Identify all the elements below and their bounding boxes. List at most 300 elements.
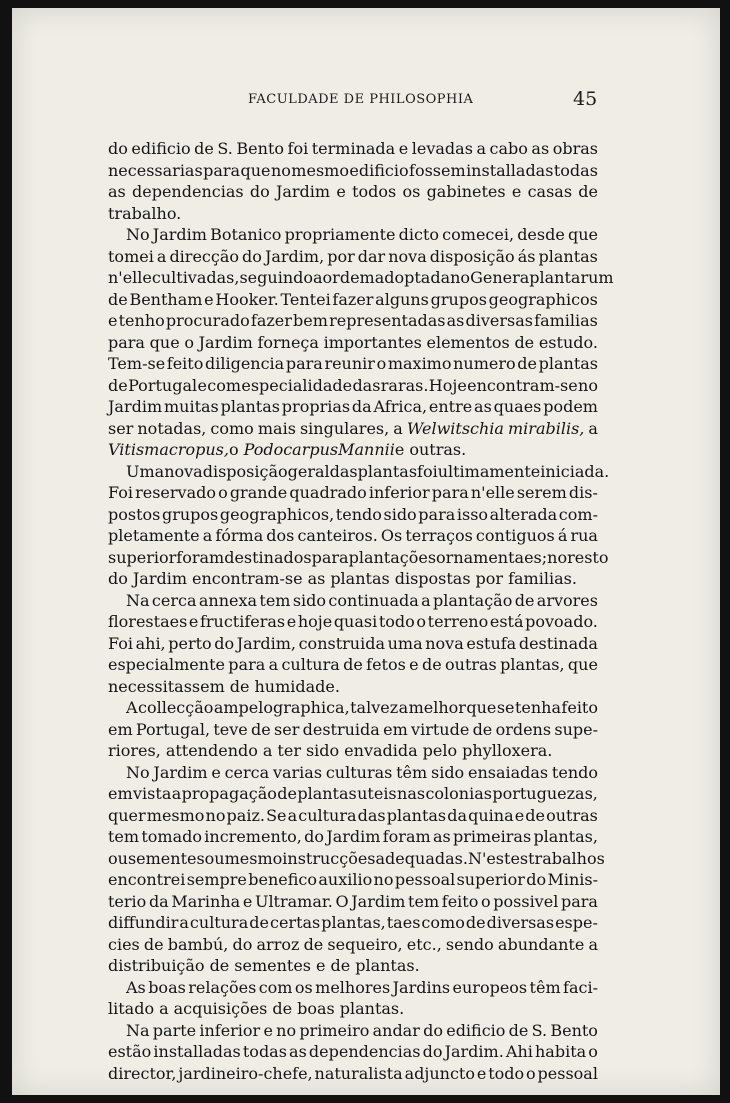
word: naturalista bbox=[314, 1063, 403, 1083]
word: proprias bbox=[281, 397, 351, 416]
word: No bbox=[126, 225, 150, 244]
word: e bbox=[394, 440, 405, 459]
word: podem bbox=[543, 397, 598, 416]
word: edificio bbox=[349, 160, 409, 180]
word: destinados bbox=[224, 547, 312, 567]
word: superior bbox=[108, 547, 177, 567]
word: para bbox=[228, 655, 266, 674]
word: a bbox=[179, 913, 189, 932]
text-line bbox=[108, 224, 598, 246]
word: pelo bbox=[422, 741, 458, 760]
word: fructiferas bbox=[199, 612, 286, 631]
word: e bbox=[286, 612, 297, 631]
word: de bbox=[514, 332, 535, 352]
word: cultura bbox=[298, 805, 357, 825]
word: inferior bbox=[368, 483, 430, 502]
word: a bbox=[287, 805, 298, 825]
word: supe- bbox=[554, 719, 598, 739]
word: de bbox=[229, 676, 250, 696]
word: bambú, bbox=[167, 934, 229, 954]
text-line bbox=[108, 955, 598, 977]
word: disposição bbox=[429, 246, 515, 266]
word: Jardim bbox=[132, 569, 188, 588]
word: fossem bbox=[409, 160, 466, 180]
word: plantas, bbox=[321, 913, 386, 932]
word: Jardim, bbox=[236, 633, 296, 653]
word: annexa bbox=[198, 590, 258, 610]
word: de bbox=[251, 719, 271, 739]
word: Jardim. bbox=[444, 1042, 504, 1061]
text-line bbox=[108, 697, 598, 719]
word: e bbox=[398, 139, 409, 158]
word: plantas. bbox=[339, 999, 405, 1018]
word: a bbox=[588, 934, 598, 954]
word: geographicos, bbox=[219, 504, 335, 524]
word: mesmo bbox=[146, 805, 205, 825]
text-line bbox=[108, 568, 598, 590]
word: etc., bbox=[406, 934, 442, 954]
word: a bbox=[202, 526, 213, 545]
word: de bbox=[277, 784, 297, 803]
word: Na bbox=[126, 590, 150, 610]
word: de bbox=[514, 590, 535, 610]
text-line bbox=[108, 783, 598, 805]
word: terreno bbox=[427, 612, 489, 631]
word: sequeiro, bbox=[327, 934, 403, 954]
word: a bbox=[268, 655, 279, 674]
word: mesmo bbox=[224, 848, 283, 868]
word: que bbox=[466, 698, 497, 717]
word: fetos bbox=[366, 655, 406, 674]
word: taes bbox=[386, 913, 421, 932]
word: terio bbox=[108, 891, 147, 911]
word: quadrado bbox=[289, 483, 367, 502]
page-number: 45 bbox=[573, 88, 598, 110]
word: acquisições bbox=[173, 999, 268, 1018]
word: feito bbox=[561, 698, 598, 717]
word: reunir bbox=[324, 354, 375, 373]
word: o bbox=[218, 483, 228, 502]
word: a bbox=[476, 139, 486, 158]
word: ensaiadas bbox=[467, 762, 549, 782]
word: primeiras bbox=[452, 827, 532, 846]
word: a bbox=[393, 418, 403, 438]
word: adequadas. bbox=[375, 848, 468, 868]
word: Marinha bbox=[171, 891, 241, 911]
word: elementos bbox=[426, 332, 510, 352]
word: isso bbox=[456, 504, 489, 524]
word: primeiro bbox=[299, 1020, 370, 1040]
word: adoptada bbox=[374, 268, 451, 287]
word: têm bbox=[396, 762, 428, 782]
word: como bbox=[210, 418, 254, 438]
word: tendo bbox=[551, 762, 598, 782]
word: de bbox=[525, 805, 545, 825]
word: rua bbox=[570, 526, 598, 545]
word: obras bbox=[552, 139, 598, 158]
word: benefico bbox=[248, 870, 317, 889]
text-line bbox=[108, 1020, 598, 1042]
word: ter bbox=[277, 741, 301, 760]
word: todo bbox=[488, 1063, 525, 1083]
text-line bbox=[108, 246, 598, 268]
word: nova bbox=[164, 461, 203, 481]
word: ordem bbox=[322, 268, 375, 287]
book-page bbox=[12, 8, 720, 1095]
word: sido bbox=[383, 504, 417, 524]
word: com- bbox=[558, 504, 598, 524]
word: Africa, bbox=[373, 397, 428, 416]
text-line bbox=[108, 848, 605, 870]
word: grupos bbox=[430, 289, 487, 309]
word: sendo bbox=[445, 934, 494, 954]
text-line bbox=[108, 461, 610, 483]
word: relações bbox=[188, 977, 257, 997]
text-line bbox=[108, 934, 598, 956]
word: cultivadas, bbox=[151, 268, 240, 287]
word: forneça bbox=[257, 332, 319, 352]
word: cultura bbox=[281, 655, 340, 674]
word: para bbox=[108, 332, 145, 352]
word: cabo bbox=[489, 139, 528, 158]
word: Ahi bbox=[505, 1042, 533, 1061]
word: está bbox=[489, 612, 524, 631]
text-line bbox=[108, 977, 598, 999]
word: mais bbox=[257, 418, 296, 438]
word: possivel bbox=[493, 891, 559, 911]
text-line bbox=[108, 654, 598, 676]
word: instrucções bbox=[282, 848, 376, 868]
word: comecei, bbox=[442, 225, 515, 244]
word: Jardim, bbox=[264, 246, 325, 266]
word: S. bbox=[217, 139, 233, 158]
word: sido bbox=[292, 590, 327, 610]
word: as bbox=[474, 397, 492, 416]
word: plantas bbox=[538, 246, 598, 266]
word: do bbox=[423, 1020, 443, 1040]
word: trabalhos bbox=[528, 848, 605, 868]
word: dicto bbox=[398, 225, 440, 244]
word: do bbox=[108, 569, 128, 588]
word: edificio bbox=[131, 139, 191, 158]
text-line bbox=[108, 740, 598, 762]
word: a bbox=[156, 246, 167, 266]
text-line bbox=[108, 590, 598, 612]
word: seguindo bbox=[239, 268, 313, 287]
word: plantarum bbox=[529, 268, 614, 287]
word: Jardim bbox=[198, 332, 253, 352]
text-line bbox=[108, 375, 598, 397]
word: e bbox=[476, 1063, 487, 1083]
word: fazer bbox=[250, 311, 292, 330]
word: canteiros. bbox=[297, 526, 378, 545]
word: de bbox=[330, 956, 351, 975]
text-line bbox=[108, 762, 598, 784]
word: quaes bbox=[493, 397, 542, 416]
word: do bbox=[108, 139, 128, 158]
word: e bbox=[263, 1020, 273, 1040]
word: plantação bbox=[433, 590, 513, 610]
word: nova bbox=[425, 633, 464, 653]
word: encontrei bbox=[108, 870, 186, 889]
word: Na bbox=[126, 1020, 150, 1040]
text-line bbox=[108, 633, 598, 655]
word: representadas bbox=[329, 311, 446, 330]
word: plantas. bbox=[355, 956, 420, 975]
word: feito bbox=[441, 891, 479, 911]
word: de bbox=[194, 139, 214, 158]
word: as bbox=[108, 182, 126, 201]
word: o bbox=[416, 612, 427, 631]
word: das bbox=[352, 375, 381, 395]
word: bem bbox=[293, 311, 328, 330]
word: foram bbox=[382, 827, 431, 846]
word: entre bbox=[428, 397, 473, 416]
word: maximo bbox=[387, 354, 452, 373]
word: de bbox=[517, 354, 537, 373]
word: encontram-se bbox=[192, 569, 303, 588]
word: têm bbox=[529, 977, 561, 997]
word: com bbox=[258, 977, 293, 997]
word: e bbox=[188, 612, 199, 631]
word: n'elle bbox=[108, 268, 152, 287]
text-line bbox=[108, 267, 614, 289]
word: do bbox=[526, 870, 547, 889]
word: phylloxera. bbox=[462, 741, 553, 760]
word: Podocarpus bbox=[243, 440, 339, 459]
word: ornamentaes; bbox=[436, 547, 548, 567]
word: da bbox=[148, 891, 169, 911]
word: para bbox=[311, 547, 349, 567]
text-line bbox=[108, 547, 609, 569]
word: uteis bbox=[357, 784, 397, 803]
word: encontram-se bbox=[467, 375, 578, 395]
word: quina bbox=[468, 805, 514, 825]
word: foi bbox=[287, 139, 309, 158]
word: Jardins bbox=[392, 977, 451, 997]
word: que bbox=[567, 225, 598, 244]
word: de bbox=[421, 655, 442, 674]
word: vista bbox=[133, 784, 172, 803]
word: cultura bbox=[189, 913, 249, 932]
word: familias bbox=[534, 311, 598, 330]
word: que bbox=[240, 160, 271, 180]
text-line bbox=[108, 439, 598, 461]
word: ahi, bbox=[135, 633, 166, 653]
word: dis- bbox=[568, 483, 598, 502]
word: terminada bbox=[311, 139, 396, 158]
word: tomado bbox=[141, 827, 203, 846]
word: de bbox=[108, 375, 128, 395]
word: grande bbox=[229, 483, 288, 502]
body-text bbox=[108, 138, 614, 1084]
word: nova bbox=[388, 246, 427, 266]
word: tenha bbox=[514, 698, 561, 717]
word: adjuncto bbox=[404, 1063, 475, 1083]
word: de bbox=[465, 913, 486, 932]
word: envadida bbox=[344, 741, 418, 760]
word: do bbox=[422, 1042, 443, 1061]
word: desde bbox=[517, 225, 565, 244]
word: geral bbox=[287, 461, 330, 481]
word: especialmente bbox=[108, 655, 225, 674]
word: dos bbox=[266, 526, 295, 545]
word: Ultramar. bbox=[254, 891, 333, 911]
word: a bbox=[588, 418, 598, 438]
word: que bbox=[567, 655, 598, 674]
word: Foi bbox=[108, 483, 133, 502]
word: plantas, bbox=[500, 655, 565, 674]
word: plantas bbox=[357, 461, 418, 481]
word: pletamente bbox=[108, 526, 200, 545]
word: andar bbox=[372, 1020, 420, 1040]
word: de bbox=[472, 719, 493, 739]
word: muitas bbox=[163, 397, 219, 416]
word: boas bbox=[297, 999, 335, 1018]
word: Hooker. bbox=[215, 289, 279, 309]
word: todas bbox=[242, 1042, 287, 1061]
text-line bbox=[108, 891, 598, 913]
word: Bento bbox=[236, 139, 285, 158]
word: distribuição bbox=[108, 956, 205, 975]
word: foi bbox=[417, 461, 438, 481]
word: auxilio bbox=[318, 870, 373, 889]
word: á bbox=[557, 526, 568, 545]
word: Welwitschia bbox=[406, 418, 504, 438]
word: faci- bbox=[563, 977, 598, 997]
word: todo bbox=[378, 612, 415, 631]
word: levadas bbox=[411, 139, 473, 158]
word: iniciada. bbox=[540, 461, 610, 481]
word: postos bbox=[108, 504, 161, 524]
word: necessarias bbox=[108, 160, 203, 180]
word: cies bbox=[108, 934, 140, 954]
word: o bbox=[526, 1063, 536, 1083]
word: das bbox=[329, 461, 358, 481]
word: resto bbox=[567, 547, 609, 567]
word: e bbox=[511, 182, 522, 201]
word: Genera bbox=[470, 268, 530, 287]
text-line bbox=[108, 181, 598, 203]
word: para bbox=[431, 483, 469, 502]
word: sementes bbox=[127, 848, 205, 868]
word: plantas bbox=[538, 354, 598, 373]
word: em bbox=[108, 784, 133, 803]
text-line bbox=[108, 805, 598, 827]
text-line bbox=[108, 1041, 598, 1063]
word: cerca bbox=[151, 590, 197, 610]
word: Portugal, bbox=[135, 719, 211, 739]
word: culturas bbox=[325, 762, 393, 782]
word: dar bbox=[357, 246, 386, 266]
word: Botanico bbox=[210, 225, 282, 244]
word: numero bbox=[453, 354, 516, 373]
text-line bbox=[108, 138, 598, 160]
word: casas bbox=[527, 182, 573, 201]
word: arvores bbox=[536, 590, 598, 610]
word: todos bbox=[352, 182, 397, 201]
word: para bbox=[285, 354, 323, 373]
word: installadas bbox=[153, 1042, 241, 1061]
word: e bbox=[514, 805, 525, 825]
word: plantas, bbox=[533, 827, 598, 846]
word: espe- bbox=[555, 913, 598, 932]
word: se bbox=[496, 698, 515, 717]
word: no bbox=[450, 268, 471, 287]
word: do bbox=[304, 827, 325, 846]
word: melhores bbox=[315, 977, 391, 997]
word: com bbox=[207, 375, 242, 395]
word: o bbox=[588, 1042, 598, 1061]
word: de bbox=[272, 999, 293, 1018]
word: virtude bbox=[411, 719, 470, 739]
word: litado bbox=[108, 999, 155, 1018]
word: plantas bbox=[386, 805, 447, 825]
word: o bbox=[184, 332, 194, 352]
word: tomei bbox=[108, 246, 154, 266]
word: riores, bbox=[108, 741, 161, 760]
word: estão bbox=[108, 1042, 152, 1061]
word: o bbox=[376, 354, 387, 373]
word: gabinetes bbox=[426, 182, 506, 201]
word: Uma bbox=[126, 461, 165, 481]
word: diffundir bbox=[108, 913, 179, 932]
word: a bbox=[159, 999, 169, 1018]
word: de bbox=[508, 1020, 529, 1040]
word: e bbox=[108, 311, 118, 330]
word: Jardim bbox=[351, 891, 406, 911]
word: do bbox=[249, 182, 270, 201]
text-line bbox=[108, 912, 598, 934]
word: reservado bbox=[135, 483, 216, 502]
word: As bbox=[126, 977, 146, 997]
word: do bbox=[242, 246, 262, 266]
word: dependencias bbox=[132, 182, 244, 201]
text-line bbox=[108, 611, 598, 633]
word: collecção bbox=[138, 698, 214, 717]
text-line bbox=[108, 482, 598, 504]
word: construida bbox=[298, 633, 385, 653]
word: Mannii bbox=[338, 440, 395, 459]
word: florestaes bbox=[108, 612, 188, 631]
word: as bbox=[432, 827, 451, 846]
text-line bbox=[108, 869, 598, 891]
word: talvez bbox=[350, 698, 399, 717]
word: plantações bbox=[348, 547, 437, 567]
word: feito bbox=[166, 354, 204, 373]
word: mirabilis, bbox=[508, 418, 585, 438]
word: que bbox=[149, 332, 180, 352]
text-line bbox=[108, 826, 598, 848]
word: macropus, bbox=[144, 440, 229, 459]
text-line bbox=[108, 332, 598, 354]
word: as bbox=[307, 569, 326, 588]
word: sementes bbox=[234, 956, 312, 975]
word: a bbox=[398, 698, 409, 717]
word: ou bbox=[108, 848, 128, 868]
word: de bbox=[108, 289, 128, 309]
word: estufa bbox=[466, 633, 517, 653]
text-line bbox=[108, 1063, 598, 1085]
word: fazer bbox=[332, 289, 374, 309]
word: Jardim bbox=[108, 397, 163, 416]
word: para bbox=[418, 504, 456, 524]
word: Portugal bbox=[128, 375, 198, 395]
word: europeos bbox=[452, 977, 528, 997]
word: sido bbox=[430, 762, 465, 782]
word: varias bbox=[272, 762, 323, 782]
word: todas bbox=[553, 160, 598, 180]
